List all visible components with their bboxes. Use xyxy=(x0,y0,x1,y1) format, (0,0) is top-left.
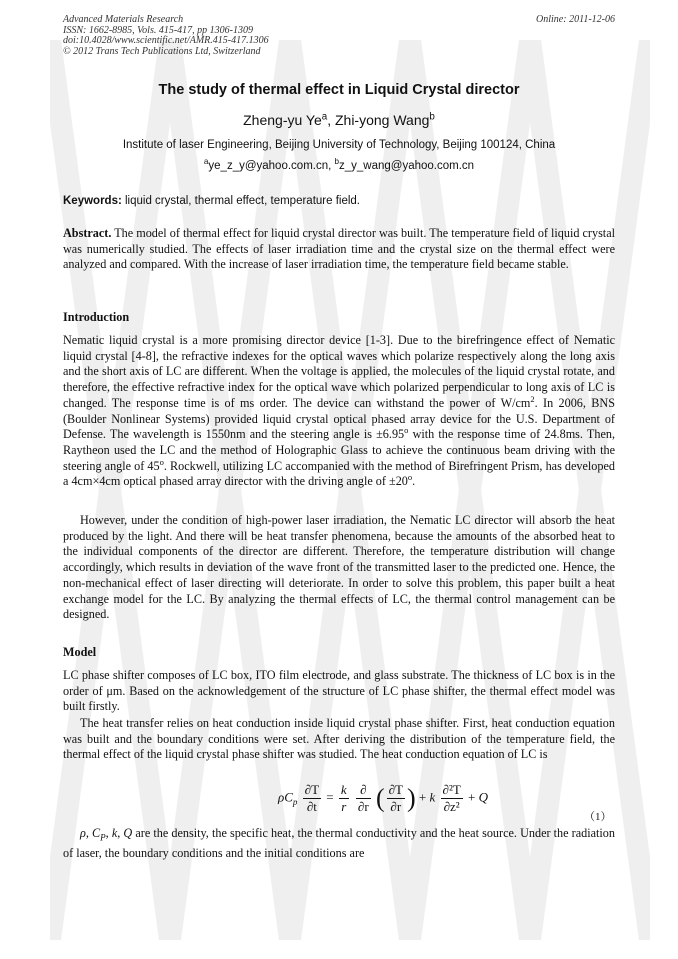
affiliation: Institute of laser Engineering, Beijing University of Technology, Beijing 100124, China xyxy=(122,139,556,151)
copyright-line: © 2012 Trans Tech Publications Ltd, Switzerland xyxy=(63,45,261,57)
email-b-mark: b xyxy=(334,157,339,167)
model-paragraph-3: ρ, $C_P$, k, Q are the density, the specific heat, the thermal conductivity and the heat source. Under the radiation of laser, the boundary conditions and the initial conditions are xyxy=(63,826,615,861)
author-1-mark: a xyxy=(321,111,328,123)
online-date: Online: 2011-12-06 xyxy=(536,14,615,25)
author-2-mark: b xyxy=(429,111,435,123)
intro-paragraph-2: However, under the condition of high-power laser irradiation, the Nematic LC director will absorb the heat produced by the light. And there will be heat transfer phenomena, because the amounts of the absorbed heat to the individual components of the director are different. Therefore, the temperature distribution will change accordingly, which results in deviation of the wave front of the transmitted laser to the predicted one. Hence, the non-mechanical effect of laser directing will deteriorate. In order to solve this problem, this paper built a heat exchange model for the LC. By analyzing the thermal effects of LC, the thermal control management can be designed. xyxy=(63,513,615,622)
keywords xyxy=(63,195,615,207)
doi-line: doi:10.4028/www.scientific.net/AMR.415-417.1306 xyxy=(63,35,269,46)
author-2: Zhi-yong Wang xyxy=(334,112,430,128)
abstract-text: The model of thermal effect for liquid crystal director was built. The temperature field of liquid crystal was numerically studied. The effects of laser irradiation time and the crystal size on the thermal effect were analyzed and compared. With the increase of laser irradiation time, the temperature field became stable. xyxy=(63,226,615,272)
author-line: Zheng-yu Ye$^a$, Zhi-yong Wang$^b$ xyxy=(243,111,435,128)
email-b: z_y_wang@yahoo.com.cn xyxy=(339,160,475,172)
abstract xyxy=(63,226,615,273)
email-a-mark: a xyxy=(203,157,209,167)
issn-line: ISSN: 1662-8985, Vols. 415-417, pp 1306-1309 xyxy=(63,24,253,36)
journal-name: Advanced Materials Research xyxy=(63,14,184,25)
heat-conduction-equation: $\rho C_p$ $\frac{\partial T}{\partial t}$ = $\frac{k}{r}$ $\frac{\partial}{\partial r}$ ( $\frac{\partial T}{\partial r}$ ) + k $\frac{\text{∂²T}}{\text{∂z²}}$ + Q xyxy=(278,782,489,814)
keywords-text: liquid crystal, thermal effect, temperature field. xyxy=(125,195,361,207)
intro-paragraph-1: Nematic liquid crystal is a more promising director device [1-3]. Due to the birefringence effect of Nematic liquid crystal [4-8], the refractive indexes for the optical waves which polarize respectively along the long axis and the short axis of LC are different. When the voltage is applied, the molecules of the liquid crystal rotate, and therefore, the effective refractive index for the optical wave which polarized perpendicular to long axis of LC is changed. The response time is of ms order. The device can withstand the power of $W/cm^2$. In 2006, BNS (Boulder Nonlinear Systems) provided liquid crystal optical phased array device for the U.S. Department of Defense. The wavelength is 1550nm and the steering angle is $\pm 6.95^o$ with the response time of 24.8ms. Then, Raytheon used the LC and the method of Holographic Glass to achieve the continuous beam driving with the steering angle of 45$^o$. Rockwell, utilizing LC accompanied with the method of Birefringent Prism, has developed a 4cm×4cm optical phased array director with the driving angle of $\pm 20^o$. xyxy=(63,333,615,489)
email-a: ye_z_y@yahoo.com.cn xyxy=(208,160,329,172)
keywords-label: Keywords: xyxy=(63,195,122,207)
model-paragraph-2: The heat transfer relies on heat conduction inside liquid crystal phase shifter. First, heat conduction equation was built and the boundary conditions were set. After deriving the distribution of the temperature field, the thermal effect of the liquid crystal phase shifter was studied. The heat conduction equation of LC is xyxy=(63,716,615,762)
equation-number: （1） xyxy=(584,811,612,823)
model-heading: Model xyxy=(63,645,97,659)
model-paragraph-1: LC phase shifter composes of LC box, ITO film electrode, and glass substrate. The thickness of LC box is in the order of μm. Based on the acknowledgement of the structure of LC phase shifter, the thermal effect model was built firstly. xyxy=(63,668,615,714)
introduction-heading: Introduction xyxy=(63,310,130,324)
journal-header xyxy=(63,15,615,57)
author-1: Zheng-yu Ye xyxy=(243,112,322,128)
abstract-label: Abstract. xyxy=(63,226,112,240)
paper-title: The study of thermal effect in Liquid Crystal director xyxy=(158,82,520,98)
email-line: $^a$ye_z_y@yahoo.com.cn, $^b$z_y_wang@yahoo.com.cn xyxy=(203,157,475,172)
